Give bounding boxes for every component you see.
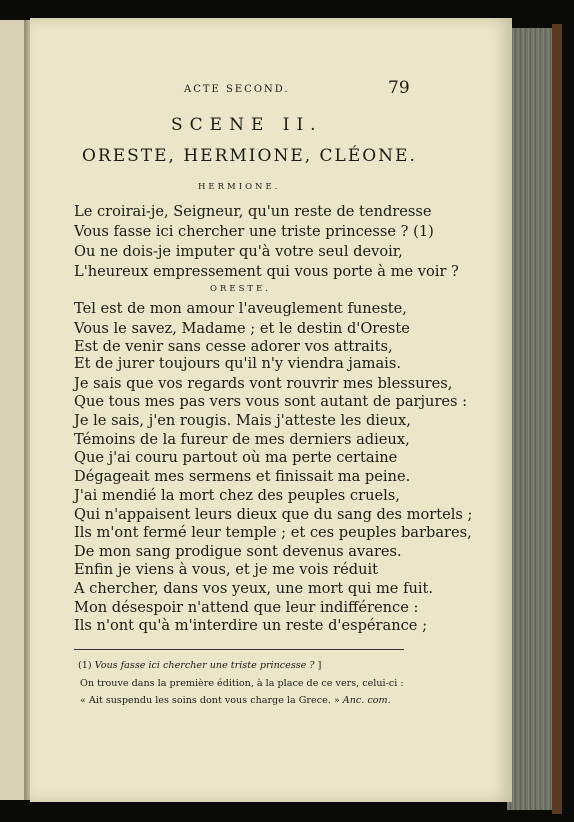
verse-line: Vous le savez, Madame ; et le destin d'Oreste [74, 320, 410, 337]
verse-line: De mon sang prodigue sont devenus avares. [74, 543, 402, 560]
footnote-divider [74, 649, 404, 650]
scene-characters: ORESTE, HERMIONE, CLÉONE. [82, 146, 417, 166]
verse-line: J'ai mendié la mort chez des peuples cruels, [74, 487, 400, 504]
verse-line: Qui n'appaisent leurs dieux que du sang des mortels ; [74, 506, 473, 523]
verse-line: Dégageait mes sermens et finissait ma peine. [74, 468, 411, 485]
verse-line: Le croirai-je, Seigneur, qu'un reste de tendresse [74, 203, 432, 220]
page-number: 79 [388, 78, 410, 98]
footnote-marker: (1) [78, 660, 92, 671]
page-fore-edge [507, 28, 557, 810]
running-title: ACTE SECOND. [184, 84, 290, 95]
speaker-name: ORESTE. [210, 284, 271, 294]
verse-line: Mon désespoir n'attend que leur indifférence : [74, 599, 419, 616]
footnote-line [78, 660, 321, 671]
footnote-line [80, 695, 391, 706]
footnote-quote: Vous fasse ici chercher une triste princesse ? [94, 660, 315, 671]
verse-line: Que tous mes pas vers vous sont autant de parjures : [74, 393, 468, 410]
verse-line: Ils n'ont qu'à m'interdire un reste d'espérance ; [74, 617, 427, 634]
footnote-source: Anc. com. [342, 695, 391, 706]
verse-line: L'heureux empressement qui vous porte à me voir ? [74, 263, 459, 280]
verse-line: Que j'ai couru partout où ma perte certaine [74, 449, 398, 466]
book-cover-edge [552, 24, 562, 814]
footnote-variant: « Ait suspendu les soins dont vous charge la Grece. » [80, 695, 340, 706]
verse-line: Ils m'ont fermé leur temple ; et ces peuples barbares, [74, 524, 472, 541]
footnote-bracket: ] [317, 660, 322, 671]
verse-line: Témoins de la fureur de mes derniers adieux, [74, 431, 410, 448]
scene-title: SCENE II. [171, 115, 323, 135]
speaker-name: HERMIONE. [198, 182, 281, 192]
verse-line: Je sais que vos regards vont rouvrir mes blessures, [74, 375, 453, 392]
footnote-line: On trouve dans la première édition, à la place de ce vers, celui-ci : [80, 678, 404, 689]
verse-line: Ou ne dois-je imputer qu'à votre seul devoir, [74, 243, 403, 260]
verse-line: Et de jurer toujours qu'il n'y viendra jamais. [74, 355, 401, 372]
verse-line: A chercher, dans vos yeux, une mort qui me fuit. [74, 580, 434, 597]
verse-line: Vous fasse ici chercher une triste princesse ? (1) [74, 223, 434, 240]
verse-line: Tel est de mon amour l'aveuglement funeste, [74, 300, 407, 317]
verse-line: Je le sais, j'en rougis. Mais j'atteste les dieux, [74, 412, 411, 429]
verse-line: Enfin je viens à vous, et je me vois réduit [74, 561, 379, 578]
verse-line: Est de venir sans cesse adorer vos attraits, [74, 338, 393, 355]
